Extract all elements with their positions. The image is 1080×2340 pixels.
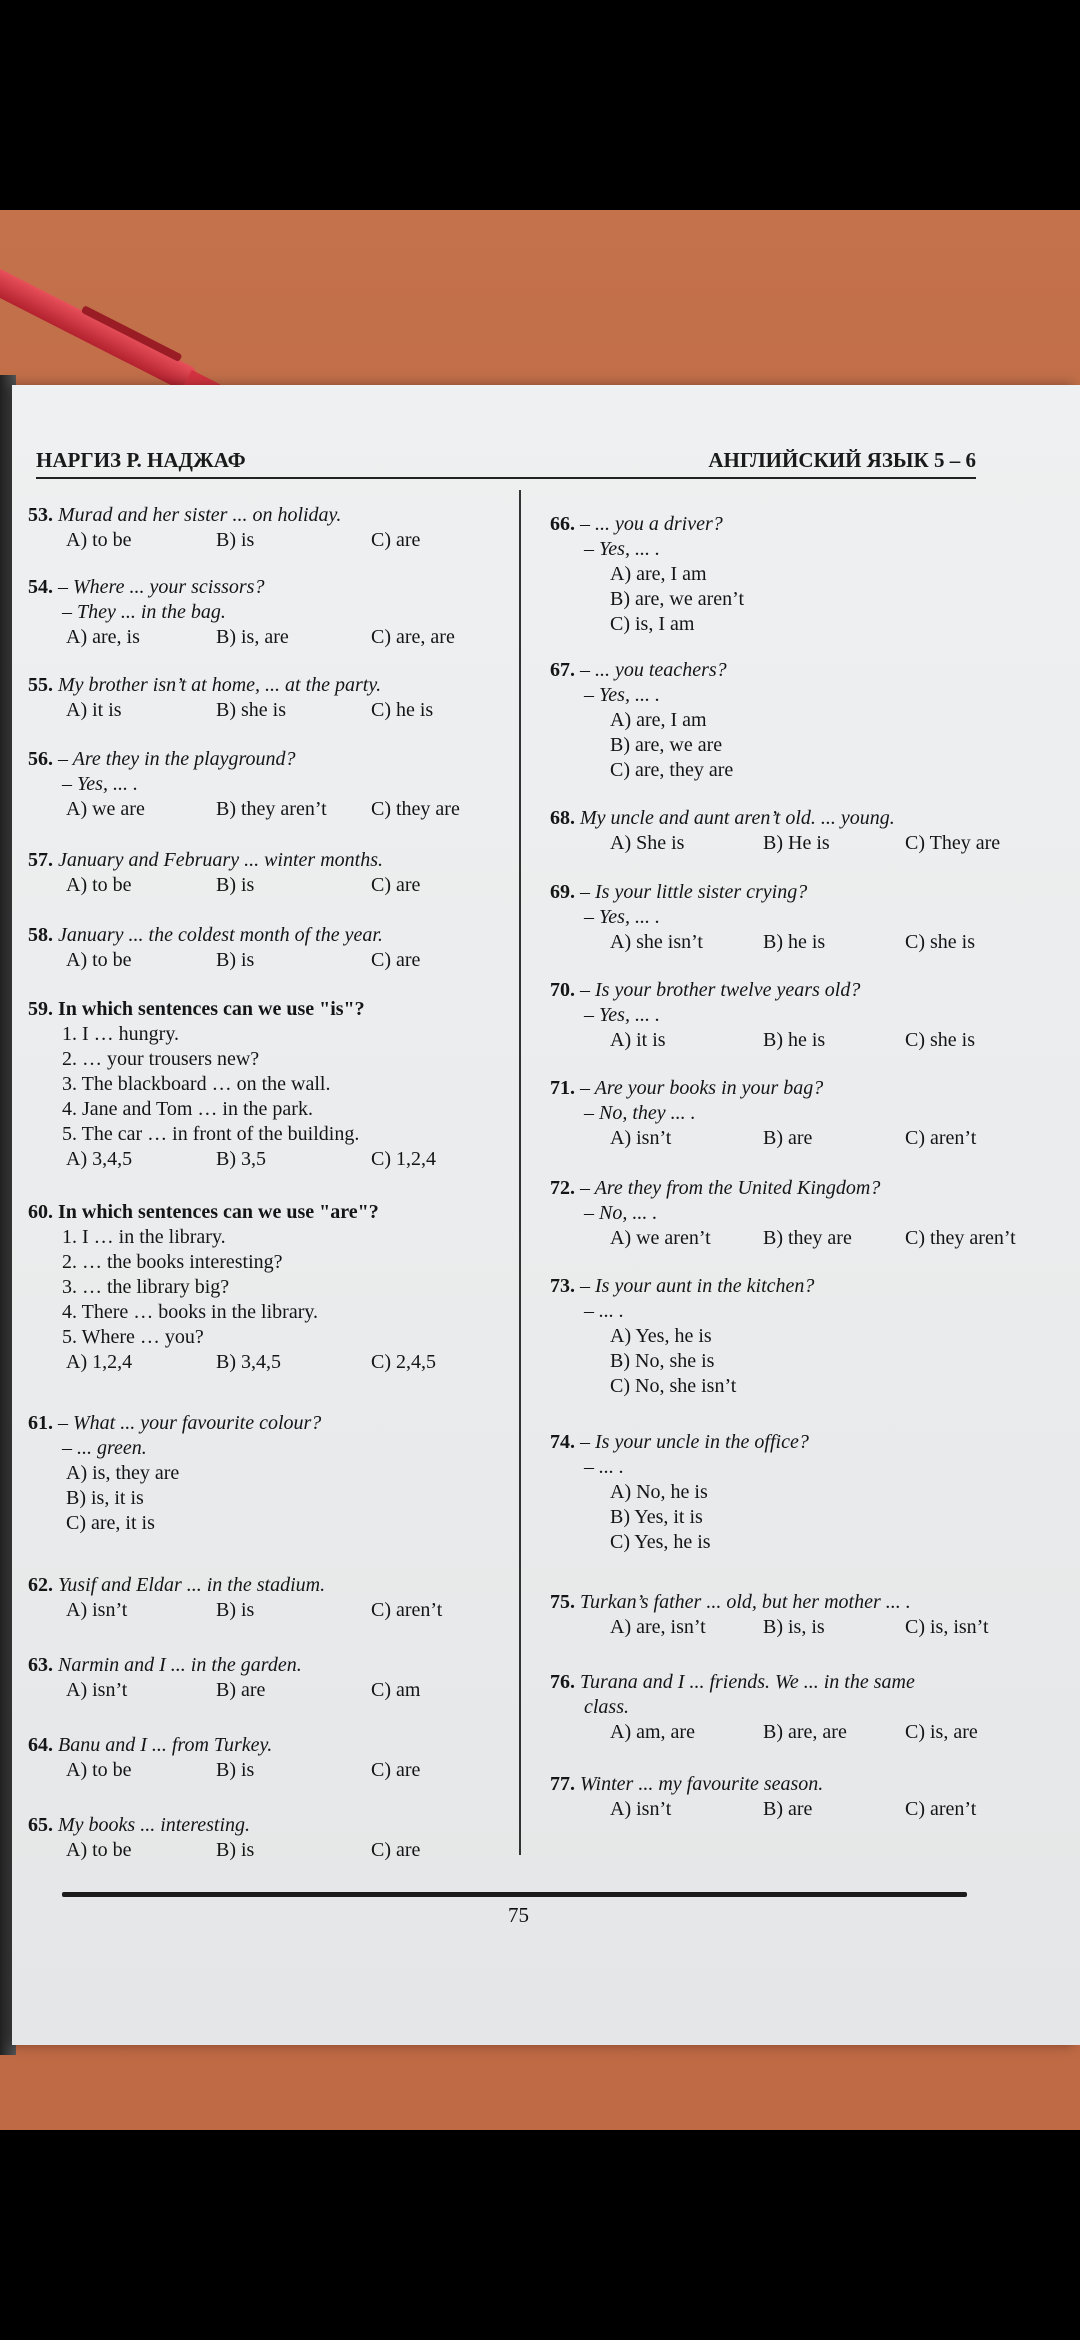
question-74 bbox=[550, 1430, 1050, 1555]
question-59 bbox=[28, 997, 513, 1172]
question-number: 53. bbox=[28, 504, 53, 526]
answer-option[interactable]: B) they aren’t bbox=[216, 798, 327, 820]
answer-option[interactable]: A) isn’t bbox=[610, 1798, 672, 1820]
answer-option[interactable]: A) isn’t bbox=[66, 1599, 128, 1621]
answer-option[interactable]: C) are bbox=[371, 874, 421, 896]
answer-option[interactable]: C) No, she isn’t bbox=[610, 1375, 737, 1397]
question-64 bbox=[28, 1733, 513, 1783]
question-stem bbox=[28, 1653, 513, 1678]
question-stem bbox=[550, 978, 1050, 1003]
answer-option[interactable]: A) to be bbox=[66, 949, 132, 971]
answer-option[interactable]: C) are bbox=[371, 1839, 421, 1861]
question-text: – What ... your favourite colour? bbox=[53, 1412, 322, 1434]
answer-option[interactable]: B) 3,4,5 bbox=[216, 1351, 281, 1373]
answer-option[interactable]: B) No, she is bbox=[610, 1350, 715, 1372]
question-stem bbox=[550, 806, 1050, 831]
question-stem bbox=[28, 1411, 513, 1436]
question-text: January ... the coldest month of the year. bbox=[53, 924, 383, 946]
question-text: My brother isn’t at home, ... at the party. bbox=[53, 674, 382, 696]
question-stem bbox=[550, 1274, 1050, 1299]
answer-option[interactable]: C) she is bbox=[905, 931, 975, 953]
answer-option[interactable]: C) he is bbox=[371, 699, 434, 721]
answer-option[interactable]: A) we are bbox=[66, 798, 145, 820]
question-73 bbox=[550, 1274, 1050, 1399]
question-text: Banu and I ... from Turkey. bbox=[53, 1734, 273, 1756]
question-stem bbox=[28, 503, 513, 528]
question-text: In which sentences can we use "is"? bbox=[53, 998, 365, 1020]
numbered-sentence: 1. I … in the library. bbox=[62, 1226, 226, 1248]
question-stem bbox=[28, 997, 513, 1022]
question-text: Yusif and Eldar ... in the stadium. bbox=[53, 1574, 326, 1596]
question-72 bbox=[550, 1176, 1050, 1251]
question-number: 75. bbox=[550, 1591, 575, 1613]
answer-options-row bbox=[28, 1838, 513, 1863]
dialogue-line: – Yes, ... . bbox=[584, 538, 660, 560]
answer-option[interactable]: B) they are bbox=[763, 1227, 852, 1249]
answer-option[interactable]: C) are bbox=[371, 949, 421, 971]
numbered-sentence: 2. … the books interesting? bbox=[62, 1251, 283, 1273]
column-divider bbox=[519, 490, 521, 1855]
question-number: 58. bbox=[28, 924, 53, 946]
answer-options-row bbox=[28, 528, 513, 553]
question-53 bbox=[28, 503, 513, 553]
question-text: In which sentences can we use "are"? bbox=[53, 1201, 379, 1223]
question-66 bbox=[550, 512, 1050, 637]
answer-option[interactable]: B) is bbox=[216, 1839, 255, 1861]
answer-option[interactable]: A) to be bbox=[66, 1759, 132, 1781]
question-text: My books ... interesting. bbox=[53, 1814, 251, 1836]
header-rule bbox=[36, 477, 976, 479]
dialogue-line: – ... . bbox=[584, 1456, 624, 1478]
question-text: – Are they from the United Kingdom? bbox=[575, 1177, 881, 1199]
answer-option[interactable]: A) are, I am bbox=[610, 709, 707, 731]
question-text: Murad and her sister ... on holiday. bbox=[53, 504, 342, 526]
question-55 bbox=[28, 673, 513, 723]
answer-options-row bbox=[550, 1720, 1050, 1745]
question-57 bbox=[28, 848, 513, 898]
question-number: 56. bbox=[28, 748, 53, 770]
answer-option[interactable]: B) is bbox=[216, 1759, 255, 1781]
question-number: 74. bbox=[550, 1431, 575, 1453]
dialogue-line: – Yes, ... . bbox=[584, 1004, 660, 1026]
question-54 bbox=[28, 575, 513, 650]
question-stem bbox=[28, 575, 513, 600]
answer-option[interactable]: C) aren’t bbox=[905, 1127, 977, 1149]
question-text: – Where ... your scissors? bbox=[53, 576, 265, 598]
question-number: 62. bbox=[28, 1574, 53, 1596]
answer-option[interactable]: A) it is bbox=[610, 1029, 666, 1051]
numbered-sentence: 3. … the library big? bbox=[62, 1276, 230, 1298]
answer-options-row bbox=[28, 948, 513, 973]
question-number: 71. bbox=[550, 1077, 575, 1099]
answer-option[interactable]: B) is bbox=[216, 1599, 255, 1621]
answer-option[interactable]: B) is bbox=[216, 874, 255, 896]
answer-option[interactable]: A) it is bbox=[66, 699, 122, 721]
answer-option[interactable]: C) is, isn’t bbox=[905, 1616, 989, 1638]
answer-options-row bbox=[28, 698, 513, 723]
numbered-sentence: 5. The car … in front of the building. bbox=[62, 1123, 360, 1145]
answer-option[interactable]: A) 3,4,5 bbox=[66, 1148, 133, 1170]
numbered-sentence: 4. There … books in the library. bbox=[62, 1301, 319, 1323]
answer-option[interactable]: A) 1,2,4 bbox=[66, 1351, 133, 1373]
answer-options-row bbox=[28, 1598, 513, 1623]
question-number: 65. bbox=[28, 1814, 53, 1836]
answer-option[interactable]: C) Yes, he is bbox=[610, 1531, 711, 1553]
question-stem bbox=[28, 848, 513, 873]
answer-option[interactable]: B) is, it is bbox=[66, 1487, 144, 1509]
dialogue-line: – ... . bbox=[584, 1300, 624, 1322]
question-number: 72. bbox=[550, 1177, 575, 1199]
answer-option[interactable]: C) are, they are bbox=[610, 759, 734, 781]
question-number: 60. bbox=[28, 1201, 53, 1223]
answer-option[interactable]: B) are, we are bbox=[610, 734, 723, 756]
question-stem bbox=[28, 1200, 513, 1225]
answer-option[interactable]: A) to be bbox=[66, 529, 132, 551]
answer-option[interactable]: A) isn’t bbox=[66, 1679, 128, 1701]
question-stem bbox=[28, 673, 513, 698]
answer-options-row bbox=[550, 930, 1050, 955]
question-stem bbox=[28, 1573, 513, 1598]
answer-option[interactable]: C) 1,2,4 bbox=[371, 1148, 436, 1170]
question-58 bbox=[28, 923, 513, 973]
question-67 bbox=[550, 658, 1050, 783]
answer-option[interactable]: C) aren’t bbox=[905, 1798, 977, 1820]
answer-option[interactable]: C) is, are bbox=[905, 1721, 978, 1743]
answer-option[interactable]: A) we aren’t bbox=[610, 1227, 711, 1249]
answer-option[interactable]: A) am, are bbox=[610, 1721, 695, 1743]
answer-option[interactable]: B) he is bbox=[763, 1029, 826, 1051]
answer-option[interactable]: A) she isn’t bbox=[610, 931, 703, 953]
header-author: НАРГИЗ Р. НАДЖАФ bbox=[36, 448, 246, 472]
question-stem bbox=[550, 1590, 1050, 1615]
question-65 bbox=[28, 1813, 513, 1863]
question-text: Narmin and I ... in the garden. bbox=[53, 1654, 302, 1676]
answer-options-row bbox=[550, 1028, 1050, 1053]
answer-option[interactable]: B) 3,5 bbox=[216, 1148, 266, 1170]
question-text: – Is your little sister crying? bbox=[575, 881, 808, 903]
answer-options-row bbox=[550, 1226, 1050, 1251]
question-text: – ... you a driver? bbox=[575, 513, 723, 535]
answer-option[interactable]: C) aren’t bbox=[371, 1599, 443, 1621]
question-76 bbox=[550, 1670, 1050, 1745]
question-text: – Are they in the playground? bbox=[53, 748, 296, 770]
answer-option[interactable]: C) is, I am bbox=[610, 613, 695, 635]
question-stem bbox=[550, 1430, 1050, 1455]
question-text: January and February ... winter months. bbox=[53, 849, 383, 871]
question-number: 59. bbox=[28, 998, 53, 1020]
question-number: 64. bbox=[28, 1734, 53, 1756]
question-stem bbox=[28, 747, 513, 772]
question-stem bbox=[550, 1176, 1050, 1201]
question-number: 69. bbox=[550, 881, 575, 903]
answer-option[interactable]: A) to be bbox=[66, 874, 132, 896]
dialogue-line: class. bbox=[584, 1696, 629, 1718]
question-61 bbox=[28, 1411, 513, 1536]
question-63 bbox=[28, 1653, 513, 1703]
answer-option[interactable]: B) are bbox=[216, 1679, 266, 1701]
dialogue-line: – No, ... . bbox=[584, 1202, 658, 1224]
question-number: 57. bbox=[28, 849, 53, 871]
question-stem bbox=[550, 1772, 1050, 1797]
question-text: – Is your aunt in the kitchen? bbox=[575, 1275, 815, 1297]
answer-options-row bbox=[28, 625, 513, 650]
numbered-sentence: 2. … your trousers new? bbox=[62, 1048, 260, 1070]
numbered-sentence: 3. The blackboard … on the wall. bbox=[62, 1073, 331, 1095]
question-stem bbox=[28, 923, 513, 948]
answer-options-row bbox=[28, 873, 513, 898]
question-text: Winter ... my favourite season. bbox=[575, 1773, 824, 1795]
numbered-sentence: 4. Jane and Tom … in the park. bbox=[62, 1098, 313, 1120]
answer-option[interactable]: A) are, isn’t bbox=[610, 1616, 706, 1638]
question-number: 54. bbox=[28, 576, 53, 598]
answer-option[interactable]: C) They are bbox=[905, 832, 1001, 854]
answer-option[interactable]: C) they aren’t bbox=[905, 1227, 1016, 1249]
footer-rule bbox=[62, 1892, 967, 1897]
answer-option[interactable]: A) Yes, he is bbox=[610, 1325, 712, 1347]
question-number: 61. bbox=[28, 1412, 53, 1434]
answer-options-row bbox=[28, 1678, 513, 1703]
question-60 bbox=[28, 1200, 513, 1375]
answer-option[interactable]: B) Yes, it is bbox=[610, 1506, 703, 1528]
answer-option[interactable]: B) she is bbox=[216, 699, 286, 721]
question-number: 67. bbox=[550, 659, 575, 681]
answer-option[interactable]: C) she is bbox=[905, 1029, 975, 1051]
answer-options-row bbox=[550, 1797, 1050, 1822]
question-stem bbox=[550, 658, 1050, 683]
answer-option[interactable]: B) he is bbox=[763, 931, 826, 953]
answer-options-row bbox=[550, 1615, 1050, 1640]
answer-option[interactable]: B) are, we aren’t bbox=[610, 588, 745, 610]
answer-option[interactable]: C) are bbox=[371, 529, 421, 551]
question-number: 77. bbox=[550, 1773, 575, 1795]
numbered-sentence: 1. I … hungry. bbox=[62, 1023, 180, 1045]
question-number: 63. bbox=[28, 1654, 53, 1676]
answer-options-row bbox=[28, 1758, 513, 1783]
question-number: 66. bbox=[550, 513, 575, 535]
dialogue-line: – Yes, ... . bbox=[584, 906, 660, 928]
answer-option[interactable]: A) is, they are bbox=[66, 1462, 180, 1484]
question-stem bbox=[550, 1670, 1050, 1695]
dialogue-line: – Yes, ... . bbox=[584, 684, 660, 706]
answer-option[interactable]: A) to be bbox=[66, 1839, 132, 1861]
question-text: Turana and I ... friends. We ... in the same bbox=[575, 1671, 915, 1693]
dialogue-line: – ... green. bbox=[62, 1437, 147, 1459]
answer-option[interactable]: A) are, I am bbox=[610, 563, 707, 585]
answer-options-row bbox=[550, 831, 1050, 856]
question-stem bbox=[28, 1813, 513, 1838]
answer-option[interactable]: C) am bbox=[371, 1679, 421, 1701]
numbered-sentence: 5. Where … you? bbox=[62, 1326, 204, 1348]
answer-options-row bbox=[28, 797, 513, 822]
answer-option[interactable]: B) are bbox=[763, 1127, 813, 1149]
question-text: – ... you teachers? bbox=[575, 659, 727, 681]
answer-option[interactable]: C) are bbox=[371, 1759, 421, 1781]
question-68 bbox=[550, 806, 1050, 856]
question-number: 68. bbox=[550, 807, 575, 829]
answer-option[interactable]: B) are, are bbox=[763, 1721, 847, 1743]
answer-option[interactable]: C) are, it is bbox=[66, 1512, 155, 1534]
question-number: 70. bbox=[550, 979, 575, 1001]
answer-options-row bbox=[550, 1126, 1050, 1151]
question-text: – Is your brother twelve years old? bbox=[575, 979, 861, 1001]
dialogue-line: – They ... in the bag. bbox=[62, 601, 226, 623]
answer-option[interactable]: B) is bbox=[216, 949, 255, 971]
header-book-title: АНГЛИЙСКИЙ ЯЗЫК 5 – 6 bbox=[708, 448, 976, 472]
dialogue-line: – Yes, ... . bbox=[62, 773, 138, 795]
answer-option[interactable]: B) are bbox=[763, 1798, 813, 1820]
question-stem bbox=[550, 880, 1050, 905]
question-text: Turkan’s father ... old, but her mother ... . bbox=[575, 1591, 911, 1613]
answer-option[interactable]: C) they are bbox=[371, 798, 460, 820]
answer-option[interactable]: B) is bbox=[216, 529, 255, 551]
question-number: 55. bbox=[28, 674, 53, 696]
answer-option[interactable]: B) He is bbox=[763, 832, 830, 854]
answer-option[interactable]: B) is, is bbox=[763, 1616, 825, 1638]
question-69 bbox=[550, 880, 1050, 955]
answer-option[interactable]: A) She is bbox=[610, 832, 685, 854]
answer-option[interactable]: C) 2,4,5 bbox=[371, 1351, 436, 1373]
question-text: My uncle and aunt aren’t old. ... young. bbox=[575, 807, 895, 829]
question-text: – Are your books in your bag? bbox=[575, 1077, 824, 1099]
question-text: – Is your uncle in the office? bbox=[575, 1431, 809, 1453]
question-stem bbox=[550, 512, 1050, 537]
answer-options-row bbox=[28, 1147, 513, 1172]
answer-option[interactable]: A) are, is bbox=[66, 626, 140, 648]
question-77 bbox=[550, 1772, 1050, 1822]
question-stem bbox=[28, 1733, 513, 1758]
question-75 bbox=[550, 1590, 1050, 1640]
question-56 bbox=[28, 747, 513, 822]
answer-option[interactable]: B) is, are bbox=[216, 626, 289, 648]
question-70 bbox=[550, 978, 1050, 1053]
page-number: 75 bbox=[508, 1903, 529, 1927]
answer-option[interactable]: C) are, are bbox=[371, 626, 455, 648]
answer-options-row bbox=[28, 1350, 513, 1375]
dialogue-line: – No, they ... . bbox=[584, 1102, 696, 1124]
question-number: 76. bbox=[550, 1671, 575, 1693]
answer-option[interactable]: A) isn’t bbox=[610, 1127, 672, 1149]
question-71 bbox=[550, 1076, 1050, 1151]
question-62 bbox=[28, 1573, 513, 1623]
answer-option[interactable]: A) No, he is bbox=[610, 1481, 708, 1503]
question-stem bbox=[550, 1076, 1050, 1101]
question-number: 73. bbox=[550, 1275, 575, 1297]
